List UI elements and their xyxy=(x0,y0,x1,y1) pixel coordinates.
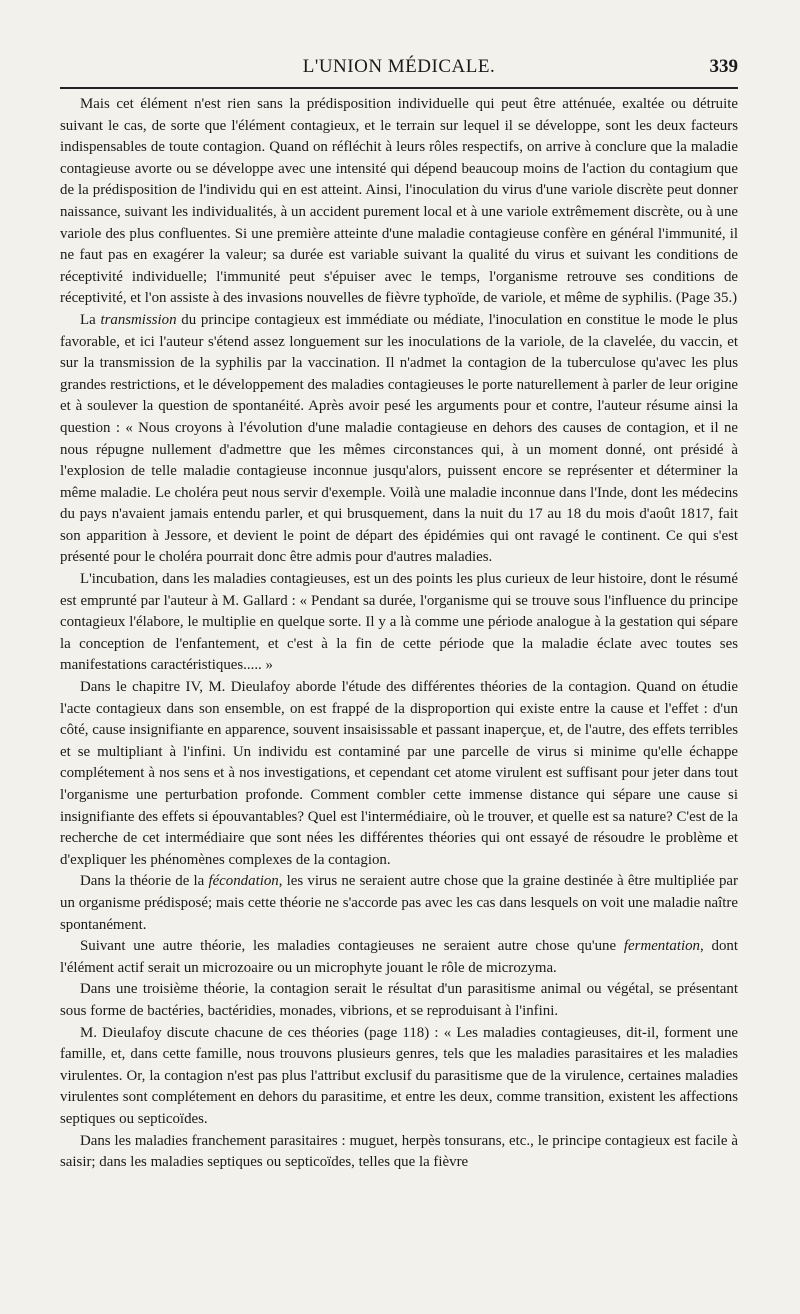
page-header xyxy=(60,52,738,84)
paragraph: M. Dieulafoy discute chacune de ces théories (page 118) : « Les maladies contagieuses, dit-il, forment une famille, et, dans cette famille, nous trouvons plusieurs genres, tels que les maladies parasitaires et les maladies virulentes. Or, la contagion n'est pas plus l'attribut exclusif du parasitisme que de la virulence, certaines maladies virulentes sont complétement en dehors du parasitime, et entre les deux, comme transition, existent les affections septiques ou septicoïdes. xyxy=(60,1024,738,1127)
paragraph: Dans les maladies franchement parasitaires : muguet, herpès tonsurans, etc., le principe contagieux est facile à saisir; dans les maladies septiques ou septicoïdes, telles que la fièvre xyxy=(60,1132,738,1171)
article-body xyxy=(60,94,738,1174)
paragraph: Dans le chapitre IV, M. Dieulafoy aborde l'étude des différentes théories de la contagion. Quand on étudie l'acte contagieux dans son ensemble, on est frappé de la disproportion qui existe entre la cause et l'effet : d'un côté, cause insignifiante en apparence, souvent insaisissable et passant inaperçue, et, de l'autre, des effets terribles et se multipliant à l'infini. Un individu est contaminé par une parcelle de virus si minime qu'elle échappe complétement à nos sens et à nos investigations, et cependant cet atome virulent est suffisant pour jeter dans tout l'organisme une perturbation profonde. Comment combler cette immense distance qui sépare une cause si insignifiante des effets si épouvantables? Quel est l'intermédiaire, où le trouver, et quelle est sa nature? C'est de la recherche de cet intermédiaire que sont nées les différentes théories qui ont essayé de résoudre le problème et d'expliquer les phénomènes complexes de la contagion. xyxy=(60,679,738,868)
paragraph: Dans une troisième théorie, la contagion serait le résultat d'un parasitisme animal ou végétal, se présentant sous forme de bactéries, bactéridies, monades, vibrions, et se reproduisant à l'infini. xyxy=(60,981,738,1019)
paragraph: Dans la théorie de la fécondation, les virus ne seraient autre chose que la graine destinée à être multipliée par un organisme prédisposé; mais cette théorie ne s'accorde pas avec les cas dans lesquels on voit une maladie naître spontanément. xyxy=(60,873,738,933)
paragraph: La transmission du principe contagieux est immédiate ou médiate, l'inoculation en constitue le mode le plus favorable, et ici l'auteur s'étend assez longuement sur les inoculations de la variole, de la clavelée, du vaccin, et sur la transmission de la syphilis par la vaccination. Il n'admet la contagion de la tuberculose qu'avec les plus grandes restrictions, et le développement des maladies contagieuses le porte naturellement à parler de leur origine et à soulever la question de spontanéité. Après avoir pesé les arguments pour et contre, l'auteur résume ainsi la question : « Nous croyons à l'évolution d'une maladie contagieuse en dehors des causes de contagion, et il ne nous répugne nullement d'admettre que les mêmes circonstances qui, à un moment donné, ont présidé à l'explosion de telle maladie contagieuse inconnue jusqu'alors, puissent encore se représenter et déterminer la même maladie. Le choléra peut nous servir d'exemple. Voilà une maladie inconnue dans l'Inde, dont les médecins du pays n'avaient jamais entendu parler, et qui brusquement, dans la nuit du 17 au 18 du mois d'août 1817, fait son apparition à Jessore, et devient le point de départ des épidémies qui ont ravagé le continent. Ce qui s'est présenté pour le choléra pourrait donc être admis pour d'autres maladies. xyxy=(60,311,738,566)
journal-title: L'UNION MÉDICALE. xyxy=(302,56,496,77)
header-rule xyxy=(60,87,738,89)
paragraph: Mais cet élément n'est rien sans la prédisposition individuelle qui peut être atténuée, exaltée ou détruite suivant le cas, de sorte que l'élément contagieux, et le terrain sur lequel il se développe, sont les deux facteurs indispensables de toute contagion. Quand on réfléchit à leurs rôles respectifs, on arrive à conclure que la maladie contagieuse avorte ou se développe avec une intensité qui dépend beaucoup moins de l'action du contagium que de la prédisposition de l'individu qui en est atteint. Ainsi, l'inoculation du virus d'une variole discrète peut donner naissance, suivant les individualités, à un accident purement local et à une variole extrêmement discrète, ou à une variole des plus confluentes. Si une première atteinte d'une maladie contagieuse confère en général l'immunité, il ne faut pas en exagérer la valeur; sa durée est variable suivant la qualité du virus et suivant les conditions de réceptivité individuelle; l'immunité peut s'épuiser avec le temps, l'organisme retrouve ses conditions de réceptivité, et l'on assiste à des invasions nouvelles de fièvre typhoïde, de variole, et même de syphilis. (Page 35.) xyxy=(60,96,738,307)
page-number: 339 xyxy=(709,56,738,77)
paragraph: L'incubation, dans les maladies contagieuses, est un des points les plus curieux de leur histoire, dont le résumé est emprunté par l'auteur à M. Gallard : « Pendant sa durée, l'organisme qui se trouve sous l'influence du principe contagieux l'élabore, le multiplie en quelque sorte. Il y a là comme une période analogue à la gestation qui sépare la conception de l'enfantement, et c'est à la fin de cette période que la maladie éclate avec toutes ses manifestations caractéristiques..... » xyxy=(60,571,738,674)
paragraph: Suivant une autre théorie, les maladies contagieuses ne seraient autre chose qu'une fermentation, dont l'élément actif serait un microzoaire ou un microphyte jouant le rôle de microzyma. xyxy=(60,938,738,976)
